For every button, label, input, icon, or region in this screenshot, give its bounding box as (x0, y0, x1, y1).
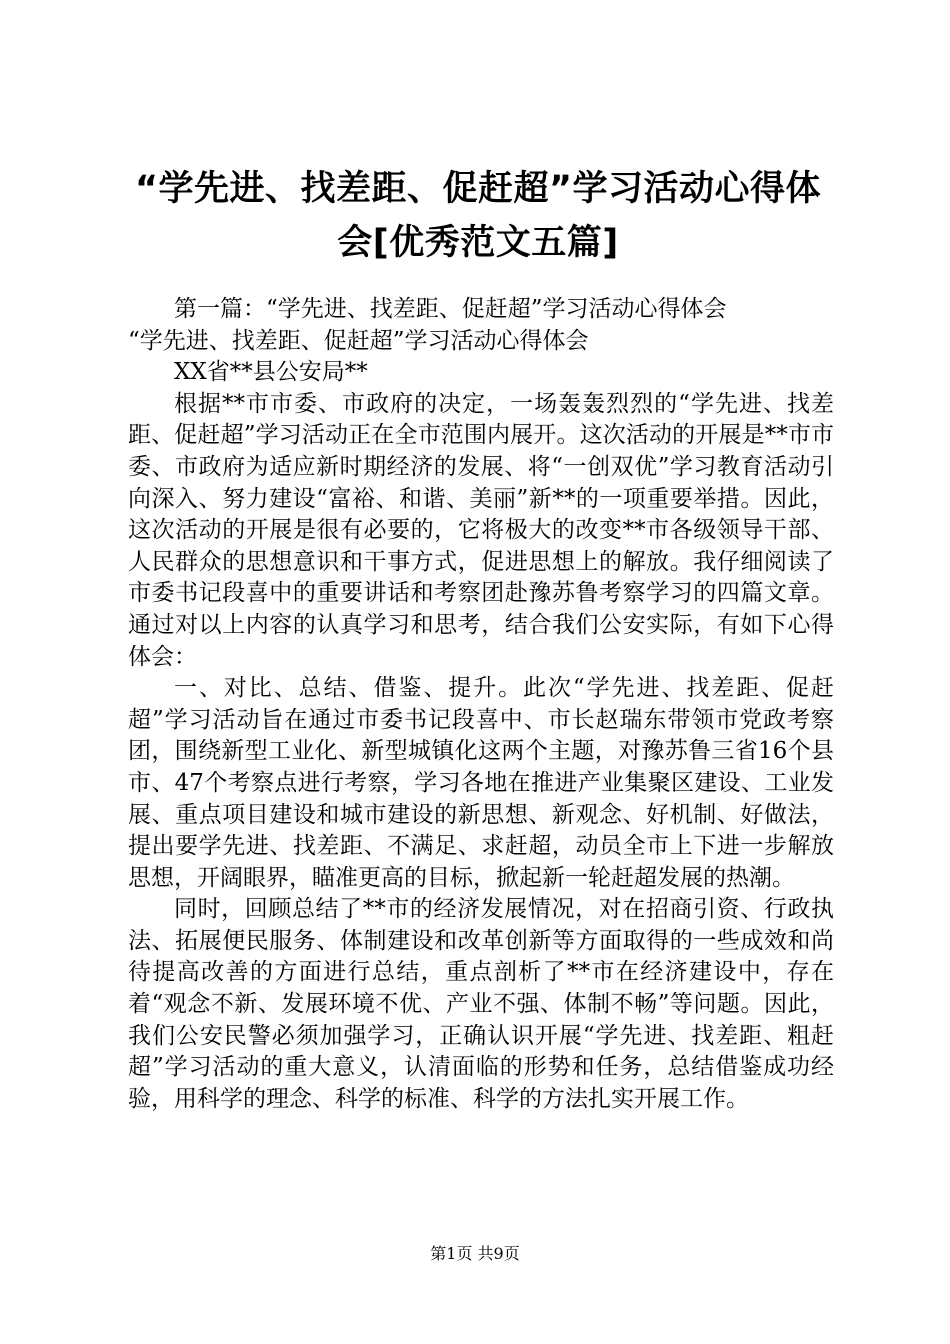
author-line: XX省**县公安局** (174, 359, 368, 386)
article-title: “学先进、找差距、促赶超”学习活动心得体会 (128, 327, 589, 354)
page-number: 第1页 共9页 (430, 1244, 520, 1263)
chapter-heading: 第一篇：“学先进、找差距、促赶超”学习活动心得体会 (174, 296, 727, 322)
document-body (128, 294, 834, 1115)
body-paragraph: 根据**市市委、市政府的决定，一场轰轰烈烈的“学先进、找差距、促赶超”学习活动正在全市范围内展开。这次活动的开展是**市市委、市政府为适应新时期经济的发展、将“一创双优”学习教育活动引向深入、努力建设“富裕、和谐、美丽”新**的一项重要举措。因此，这次活动的开展是很有必要的，它将极大的改变**市各级领导干部、人民群众的思想意识和干事方式，促进思想上的解放。我仔细阅读了市委书记段喜中的重要讲话和考察团赴豫苏鲁考察学习的四篇文章。通过对以上内容的认真学习和思考，结合我们公安实际，有如下心得体会： (128, 390, 834, 670)
body-paragraph: 同时，回顾总结了**市的经济发展情况，对在招商引资、行政执法、拓展便民服务、体制建设和改革创新等方面取得的一些成效和尚待提高改善的方面进行总结，重点剖析了**市在经济建设中，存在着“观念不新、发展环境不优、产业不强、体制不畅”等问题。因此，我们公安民警必须加强学习，正确认识开展“学先进、找差距、粗赶超”学习活动的重大意义，认清面临的形势和任务，总结借鉴成功经验，用科学的理念、科学的标准、科学的方法扎实开展工作。 (128, 896, 834, 1112)
body-paragraph: 一、对比、总结、借鉴、提升。此次“学先进、找差距、促赶超”学习活动旨在通过市委书记段喜中、市长赵瑞东带领市党政考察团，围绕新型工业化、新型城镇化这两个主题，对豫苏鲁三省16个县市、47个考察点进行考察，学习各地在推进产业集聚区建设、工业发展、重点项目建设和城市建设的新思想、新观念、好机制、好做法，提出要学先进、找差距、不满足、求赶超，动员全市上下进一步解放思想，开阔眼界，瞄准更高的目标，掀起新一轮赶超发展的热潮。 (128, 675, 834, 891)
document-title: “学先进、找差距、促赶超”学习活动心得体会[优秀范文五篇] (134, 169, 821, 263)
